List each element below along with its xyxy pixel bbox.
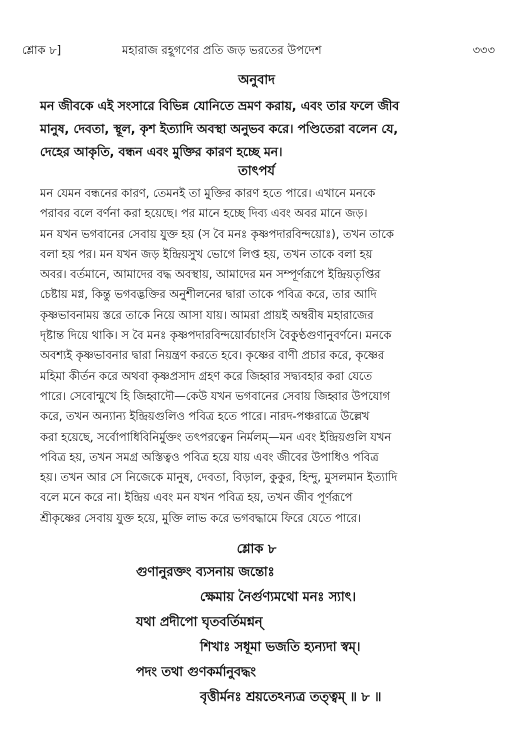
purport-heading: তাৎপর্য bbox=[238, 164, 275, 179]
purport-line: মন যখন ভগবানের সেবায় যুক্ত হয় (স বৈ মনঃ কৃষ্ণপদারবিন্দয়োঃ), তখন তাকে bbox=[40, 226, 394, 241]
verse-line: ক্ষেমায় নৈর্গুণ্যমথো মনঃ স্যাৎ। bbox=[200, 590, 356, 605]
purport-line: পরাবর বলে বর্ণনা করা হয়েছে। পর মানে হচ্ছে দিব্য এবং অবর মানে জড়। bbox=[40, 206, 368, 221]
header-chapter-title: মহারাজ রহূগণের প্রতি জড় ভরতের উপদেশ bbox=[122, 43, 322, 57]
purport-line: বলে মনে করে না। ইন্দ্রিয় এবং মন যখন পবিত্র হয়, তখন জীব পূর্ণরূপে bbox=[40, 490, 353, 505]
translation-line: মানুষ, দেবতা, স্থূল, কৃশ ইত্যাদি অবস্থা অনুভব করে। পণ্ডিতেরা বলেন যে, bbox=[40, 122, 399, 136]
purport-line: চেষ্টায় মগ্ন, কিন্তু ভগবদ্ভক্তির অনুশীলনের দ্বারা তাকে পবিত্র করে, তার আদি bbox=[40, 287, 377, 302]
purport-line: পারে। সেবোন্মুখে হি জিহ্বাদৌ—কেউ যখন ভগবানের সেবায় জিহ্বার উপযোগ bbox=[40, 388, 391, 403]
verse-line: শিখাঃ সধূমা ভজতি হ্যন্যদা স্বম্। bbox=[200, 640, 361, 655]
purport-line: শ্রীকৃষ্ণের সেবায় যুক্ত হয়ে, মুক্তি লাভ করে ভগবদ্ধামে ফিরে যেতে পারে। bbox=[40, 510, 362, 525]
purport-line: করে, তখন অন্যান্য ইন্দ্রিয়গুলিও পবিত্র হতে পারে। নারদ-পঞ্চরাত্রে উল্লেখ bbox=[40, 409, 370, 424]
purport-line: অবশ্যই কৃষ্ণভাবনার দ্বারা নিয়ন্ত্রণ করতে হবে। কৃষ্ণের বাণী প্রচার করে, কৃষ্ণের bbox=[40, 348, 385, 363]
sanskrit-verse bbox=[0, 560, 513, 710]
purport-line: বলা হয় পর। মন যখন জড় ইন্দ্রিয়সুখ ভোগে লিপ্ত হয়, তখন তাকে বলা হয় bbox=[40, 246, 373, 261]
translation-line: মন জীবকে এই সংসারে বিভিন্ন যোনিতে ভ্রমণ করায়, এবং তার ফলে জীব bbox=[40, 99, 400, 113]
verse-line: গুণানুরক্তং ব্যসনায় জন্তোঃ bbox=[136, 565, 275, 580]
purport-line: দৃষ্টান্ত দিয়ে থাকি। স বৈ মনঃ কৃষ্ণপদারবিন্দয়োর্বচাংসি বৈকুণ্ঠগুণানুবর্ণনে। মনকে bbox=[40, 328, 392, 343]
purport-text bbox=[40, 183, 484, 528]
purport-line: মহিমা কীর্তন করে অথবা কৃষ্ণপ্রসাদ গ্রহণ করে জিহ্বার সদ্ব্যবহার করা যেতে bbox=[40, 368, 373, 383]
purport-line: করা হয়েছে, সর্বোপাধিবিনির্মুক্তং তৎপরত্বেন নির্মলম্—মন এবং ইন্দ্রিয়গুলি যখন bbox=[40, 429, 392, 444]
header-page-number: ৩৩৩ bbox=[472, 43, 495, 57]
purport-line: অবর। বর্তমানে, আমাদের বদ্ধ অবস্থায়, আমাদের মন সম্পূর্ণরূপে ইন্দ্রিয়তৃপ্তির bbox=[40, 267, 381, 282]
header-verse-number: শ্লোক ৮] bbox=[22, 43, 62, 57]
verse-line: যথা প্রদীপো ঘৃতবর্তিমশ্নন্ bbox=[136, 615, 263, 630]
purport-line: পবিত্র হয়, তখন সমগ্র অস্তিত্বও পবিত্র হয়ে যায় এবং জীবের উপাধিও পবিত্র bbox=[40, 449, 379, 464]
purport-line: হয়। তখন আর সে নিজেকে মানুষ, দেবতা, বিড়াল, কুকুর, হিন্দু, মুসলমান ইত্যাদি bbox=[40, 470, 398, 485]
purport-line: মন যেমন বন্ধনের কারণ, তেমনই তা মুক্তির কারণ হতে পারে। এখানে মনকে bbox=[40, 186, 376, 200]
translation-line: দেহের আকৃতি, বন্ধন এবং মুক্তির কারণ হচ্ছে মন। bbox=[40, 145, 283, 159]
page-header bbox=[22, 40, 495, 60]
purport-line: কৃষ্ণভাবনাময় স্তরে তাকে নিয়ে আসা যায়। আমরা প্রায়ই অম্বরীষ মহারাজের bbox=[40, 307, 374, 322]
verse-heading: শ্লোক ৮ bbox=[236, 542, 277, 557]
verse-line: বৃত্তীর্মনঃ শ্রয়তেঽন্যত্র তত্ত্বম্ ॥ ৮ ॥ bbox=[200, 690, 382, 705]
translation-heading: অনুবাদ bbox=[238, 73, 275, 88]
translation-text bbox=[40, 95, 484, 164]
verse-line: পদং তথা গুণকর্মানুবদ্ধং bbox=[136, 665, 256, 680]
